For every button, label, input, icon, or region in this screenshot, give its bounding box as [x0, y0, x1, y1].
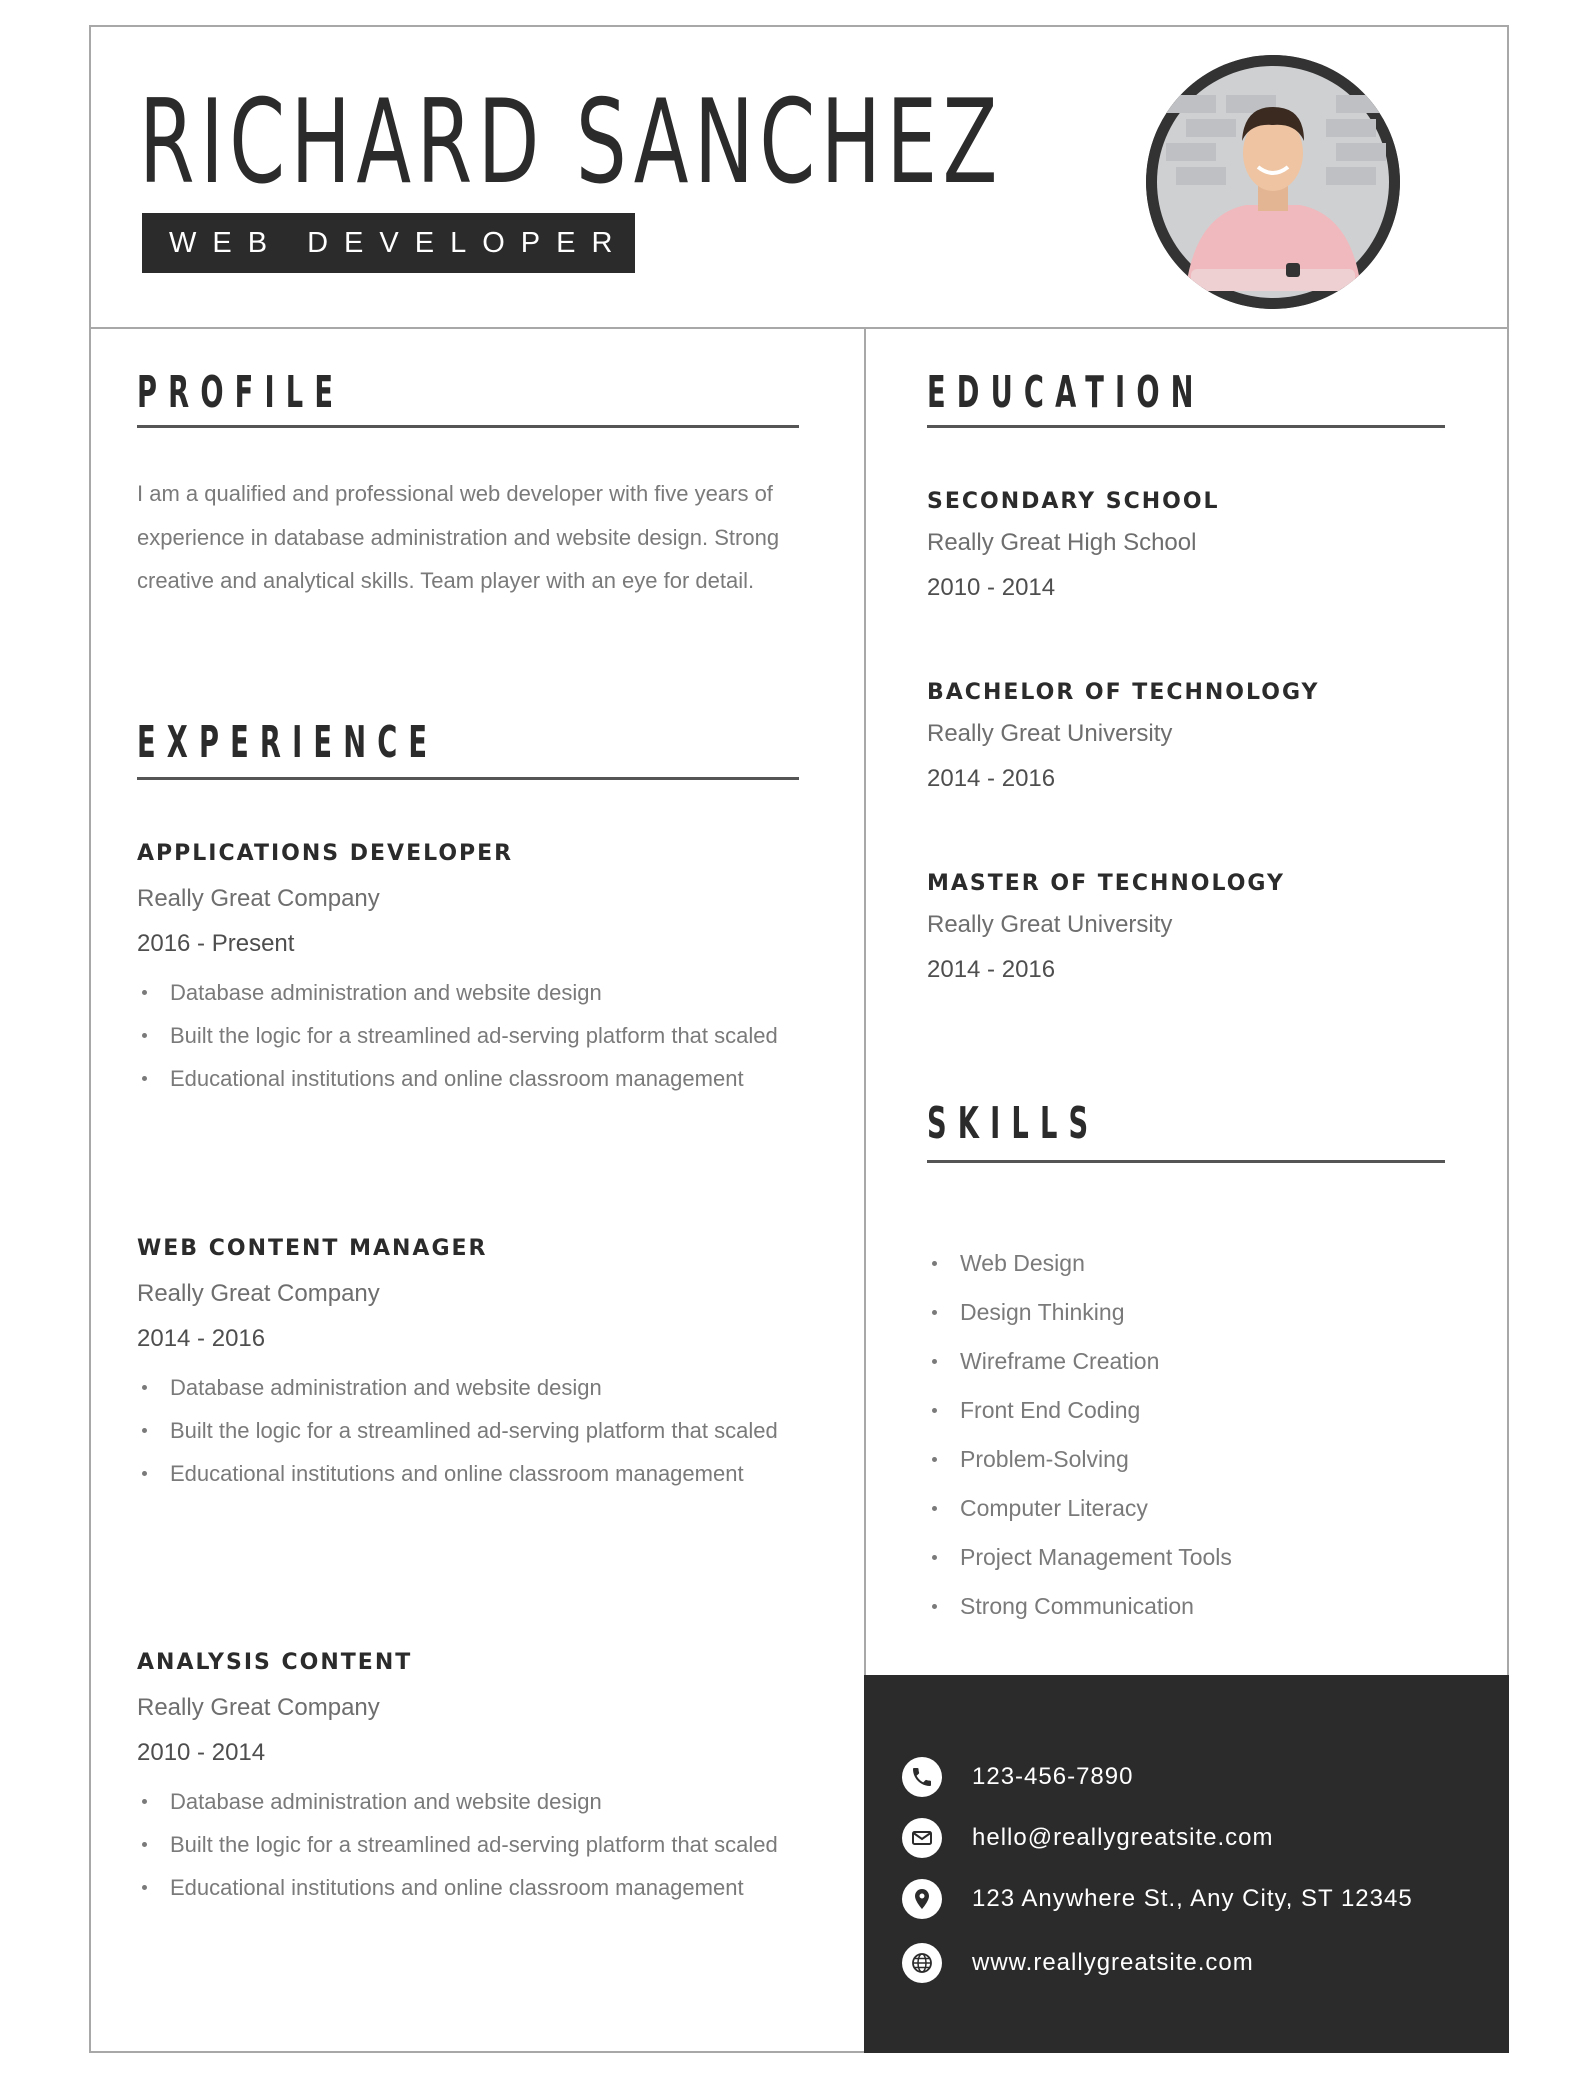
skill-item: Computer Literacy: [927, 1484, 1427, 1533]
job-bullet: Built the logic for a streamlined ad-serving platform that scaled: [137, 1409, 797, 1452]
skill-item: Wireframe Creation: [927, 1337, 1427, 1386]
resume-header: [91, 27, 1507, 329]
job-entry: [137, 841, 817, 1091]
education-school: Really Great High School: [927, 529, 1197, 556]
job-entry: [137, 1236, 817, 1486]
job-entry: [137, 1650, 817, 1900]
job-dates: 2016 - Present: [137, 930, 295, 957]
job-bullet: Educational institutions and online classroom management: [137, 1057, 797, 1100]
education-rule: [927, 425, 1445, 428]
skill-item: Design Thinking: [927, 1288, 1427, 1337]
education-school: Really Great University: [927, 911, 1173, 938]
experience-rule: [137, 777, 799, 780]
contact-panel: [864, 1675, 1509, 2053]
contact-email-row: [902, 1816, 1273, 1860]
contact-phone-row: [902, 1755, 1133, 1799]
contact-address-row: [902, 1877, 1413, 1921]
phone-icon: [902, 1757, 942, 1797]
job-role-text: WEB DEVELOPER: [169, 226, 629, 259]
education-heading: EDUCATION: [927, 367, 1205, 418]
job-bullet: Built the logic for a streamlined ad-serving platform that scaled: [137, 1014, 797, 1057]
job-role-badge: [142, 213, 635, 273]
job-title: APPLICATIONS DEVELOPER: [137, 841, 514, 866]
contact-email[interactable]: hello@reallygreatsite.com: [972, 1824, 1274, 1851]
job-title: WEB CONTENT MANAGER: [137, 1236, 488, 1261]
skills-rule: [927, 1160, 1445, 1163]
skill-item: Strong Communication: [927, 1582, 1427, 1631]
job-company: Really Great Company: [137, 1694, 380, 1721]
avatar-illustration: [1146, 55, 1400, 309]
job-company: Really Great Company: [137, 1280, 380, 1307]
skill-item: Front End Coding: [927, 1386, 1427, 1435]
education-entry: [927, 680, 1447, 792]
contact-website[interactable]: www.reallygreatsite.com: [972, 1949, 1254, 1976]
globe-icon: [902, 1943, 942, 1983]
job-bullets: [137, 1780, 797, 1909]
profile-text: I am a qualified and professional web developer with five years of experience in database administration and website design. Strong creative and analytical skills. Team player with an eye for detail.: [137, 481, 780, 593]
skill-item: Project Management Tools: [927, 1533, 1427, 1582]
education-dates: 2014 - 2016: [927, 765, 1056, 792]
job-dates: 2010 - 2014: [137, 1739, 266, 1766]
education-entry: [927, 871, 1447, 983]
job-title: ANALYSIS CONTENT: [137, 1650, 413, 1675]
job-bullets: [137, 971, 797, 1100]
skill-item: Problem-Solving: [927, 1435, 1427, 1484]
job-bullet: Database administration and website design: [137, 1780, 797, 1823]
job-bullet: Database administration and website design: [137, 971, 797, 1014]
skills-list: [927, 1239, 1427, 1631]
education-title: BACHELOR OF TECHNOLOGY: [927, 680, 1320, 705]
contact-website-row: [902, 1941, 1254, 1985]
skill-item: Web Design: [927, 1239, 1427, 1288]
education-title: SECONDARY SCHOOL: [927, 489, 1220, 514]
profile-rule: [137, 425, 799, 428]
contact-address: 123 Anywhere St., Any City, ST 12345: [972, 1885, 1413, 1912]
job-bullet: Database administration and website design: [137, 1366, 797, 1409]
experience-heading: EXPERIENCE: [137, 717, 439, 768]
job-bullet: Built the logic for a streamlined ad-serving platform that scaled: [137, 1823, 797, 1866]
job-bullet: Educational institutions and online classroom management: [137, 1866, 797, 1909]
profile-heading: PROFILE: [137, 367, 345, 418]
job-company: Really Great Company: [137, 885, 380, 912]
profile-photo: [1146, 55, 1400, 309]
job-dates: 2014 - 2016: [137, 1325, 266, 1352]
skills-heading: SKILLS: [927, 1098, 1100, 1149]
person-name: RICHARD SANCHEZ: [139, 75, 1003, 210]
resume-page: [89, 25, 1509, 2053]
email-icon: [902, 1818, 942, 1858]
education-school: Really Great University: [927, 720, 1173, 747]
education-dates: 2010 - 2014: [927, 574, 1056, 601]
job-bullets: [137, 1366, 797, 1495]
location-icon: [902, 1879, 942, 1919]
job-bullet: Educational institutions and online classroom management: [137, 1452, 797, 1495]
education-entry: [927, 489, 1447, 601]
education-title: MASTER OF TECHNOLOGY: [927, 871, 1285, 896]
education-dates: 2014 - 2016: [927, 956, 1056, 983]
contact-phone[interactable]: 123-456-7890: [972, 1763, 1134, 1790]
